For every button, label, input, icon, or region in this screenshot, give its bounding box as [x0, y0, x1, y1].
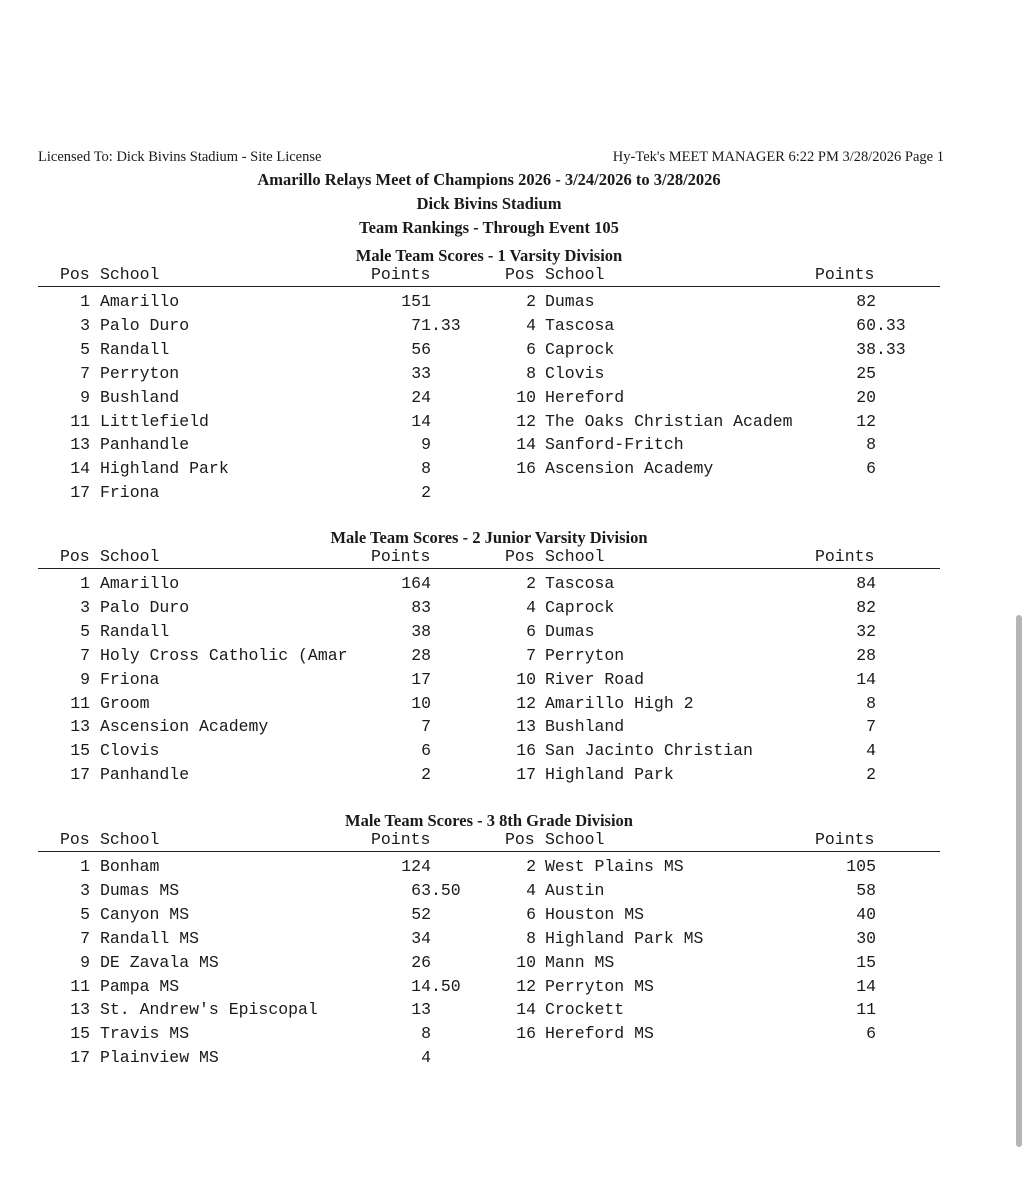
team-points: 8 [866, 693, 876, 713]
team-points: 26 [411, 952, 431, 972]
team-position: 3 [80, 315, 90, 335]
team-position: 2 [526, 857, 536, 876]
team-points: 9 [421, 435, 431, 455]
team-position: 7 [80, 928, 90, 948]
team-position: 3 [80, 597, 90, 617]
team-position: 6 [526, 621, 536, 641]
team-position: 11 [70, 693, 90, 713]
team-school: Perryton [545, 645, 625, 665]
software-line: Hy-Tek's MEET MANAGER 6:22 PM 3/28/2026 Page 1 [612, 149, 944, 165]
team-position: 10 [516, 952, 536, 972]
team-school: Highland Park [100, 459, 229, 479]
team-position: 14 [70, 459, 90, 479]
team-points: 83 [411, 597, 431, 617]
team-points: 12 [856, 411, 876, 431]
team-position: 6 [526, 904, 536, 924]
team-school: Highland Park [545, 765, 674, 785]
column-header-points: Points [371, 830, 431, 849]
team-points: 4 [421, 1048, 431, 1068]
team-position: 2 [526, 574, 536, 593]
team-school: Amarillo [100, 292, 180, 311]
column-header-pos: Pos [505, 547, 535, 566]
team-position: 5 [80, 621, 90, 641]
team-points: 56 [411, 339, 431, 359]
team-school: Canyon MS [100, 904, 190, 924]
section-title: Male Team Scores - 1 Varsity Division [355, 246, 623, 265]
team-position: 14 [516, 1000, 536, 1020]
rankings-subtitle: Team Rankings - Through Event 105 [359, 218, 619, 237]
team-points: 34 [411, 928, 431, 948]
team-school: Austin [545, 880, 605, 900]
team-position: 1 [80, 292, 90, 311]
team-position: 16 [516, 741, 536, 761]
column-header-pos: Pos [60, 547, 90, 566]
team-school: San Jacinto Christian [545, 741, 753, 761]
team-points: 4 [866, 741, 876, 761]
team-school: Panhandle [100, 765, 190, 785]
team-points: 2 [421, 765, 431, 785]
column-header-points: Points [371, 265, 431, 284]
team-points: 10 [411, 693, 431, 713]
team-school: West Plains MS [545, 857, 684, 876]
team-school: Houston MS [545, 904, 645, 924]
team-school: Tascosa [545, 574, 615, 593]
team-position: 15 [70, 1024, 90, 1044]
team-school: Hereford MS [545, 1024, 654, 1044]
team-school: Travis MS [100, 1024, 190, 1044]
team-points: 151 [401, 292, 431, 311]
team-position: 6 [526, 339, 536, 359]
team-points: 14 [856, 669, 876, 689]
team-school: Bushland [545, 717, 625, 737]
team-position: 8 [526, 363, 536, 383]
team-points: 14.50 [411, 976, 461, 996]
team-points: 8 [421, 459, 431, 479]
team-position: 10 [516, 387, 536, 407]
team-position: 17 [70, 1048, 90, 1068]
team-position: 12 [516, 693, 536, 713]
team-position: 4 [526, 880, 536, 900]
column-header-points: Points [815, 830, 875, 849]
team-school: Bonham [100, 857, 160, 876]
team-position: 1 [80, 857, 90, 876]
team-position: 17 [70, 483, 90, 503]
team-school: The Oaks Christian Academ [545, 411, 793, 431]
team-points: 8 [866, 435, 876, 455]
team-school: Randall [100, 339, 170, 359]
team-position: 12 [516, 976, 536, 996]
team-points: 2 [421, 483, 431, 503]
header-rule [38, 286, 940, 287]
team-points: 30 [856, 928, 876, 948]
column-header-pos: Pos [60, 830, 90, 849]
team-school: Mann MS [545, 952, 615, 972]
team-school: Caprock [545, 339, 615, 359]
team-points: 20 [856, 387, 876, 407]
team-position: 13 [70, 717, 90, 737]
venue-title: Dick Bivins Stadium [416, 194, 562, 213]
team-points: 38.33 [856, 339, 906, 359]
team-points: 17 [411, 669, 431, 689]
team-position: 4 [526, 597, 536, 617]
team-school: Panhandle [100, 435, 190, 455]
team-school: Ascension Academy [100, 717, 269, 737]
team-position: 13 [70, 1000, 90, 1020]
team-position: 7 [80, 363, 90, 383]
team-points: 58 [856, 880, 876, 900]
team-points: 11 [856, 1000, 876, 1020]
team-points: 124 [401, 857, 431, 876]
header-rule [38, 851, 940, 852]
team-school: Bushland [100, 387, 180, 407]
meet-title: Amarillo Relays Meet of Champions 2026 - 3/24/2026 to 3/28/2026 [257, 170, 721, 189]
team-school: Friona [100, 483, 160, 503]
team-points: 24 [411, 387, 431, 407]
team-points: 38 [411, 621, 431, 641]
team-points: 84 [856, 574, 876, 593]
team-position: 3 [80, 880, 90, 900]
team-school: Clovis [545, 363, 605, 383]
team-position: 5 [80, 904, 90, 924]
team-points: 32 [856, 621, 876, 641]
team-school: Plainview MS [100, 1048, 219, 1068]
column-header-school: School [545, 830, 605, 849]
team-points: 105 [846, 857, 876, 876]
column-header-school: School [100, 547, 160, 566]
team-points: 2 [866, 765, 876, 785]
team-school: Hereford [545, 387, 625, 407]
team-school: Palo Duro [100, 315, 190, 335]
team-points: 15 [856, 952, 876, 972]
team-points: 8 [421, 1024, 431, 1044]
column-header-points: Points [815, 265, 875, 284]
team-position: 4 [526, 315, 536, 335]
team-school: Dumas [545, 621, 595, 641]
team-school: Amarillo [100, 574, 180, 593]
team-points: 14 [411, 411, 431, 431]
team-points: 14 [856, 976, 876, 996]
team-school: Dumas MS [100, 880, 180, 900]
team-position: 15 [70, 741, 90, 761]
team-points: 7 [421, 717, 431, 737]
team-position: 16 [516, 459, 536, 479]
column-header-school: School [545, 265, 605, 284]
team-points: 6 [866, 459, 876, 479]
team-position: 9 [80, 669, 90, 689]
team-school: Sanford-Fritch [545, 435, 684, 455]
team-school: Perryton MS [545, 976, 654, 996]
team-school: River Road [545, 669, 645, 689]
team-school: DE Zavala MS [100, 952, 219, 972]
column-header-pos: Pos [505, 265, 535, 284]
column-header-school: School [545, 547, 605, 566]
team-school: Caprock [545, 597, 615, 617]
team-school: Amarillo High 2 [545, 693, 694, 713]
team-school: Ascension Academy [545, 459, 714, 479]
team-position: 16 [516, 1024, 536, 1044]
team-position: 17 [516, 765, 536, 785]
team-school: Perryton [100, 363, 180, 383]
team-position: 14 [516, 435, 536, 455]
team-school: Holy Cross Catholic (Amar [100, 645, 348, 665]
team-points: 6 [421, 741, 431, 761]
team-school: Groom [100, 693, 150, 713]
team-position: 7 [526, 645, 536, 665]
team-points: 28 [411, 645, 431, 665]
team-position: 17 [70, 765, 90, 785]
column-header-points: Points [371, 547, 431, 566]
team-points: 82 [856, 597, 876, 617]
header-rule [38, 568, 940, 569]
team-position: 8 [526, 928, 536, 948]
team-points: 28 [856, 645, 876, 665]
column-header-school: School [100, 265, 160, 284]
team-school: Highland Park MS [545, 928, 704, 948]
team-points: 82 [856, 292, 876, 311]
team-position: 10 [516, 669, 536, 689]
team-points: 60.33 [856, 315, 906, 335]
team-school: Palo Duro [100, 597, 190, 617]
team-points: 40 [856, 904, 876, 924]
team-points: 13 [411, 1000, 431, 1020]
team-school: St. Andrew's Episcopal [100, 1000, 318, 1020]
team-school: Littlefield [100, 411, 209, 431]
column-header-school: School [100, 830, 160, 849]
team-position: 7 [80, 645, 90, 665]
team-position: 11 [70, 411, 90, 431]
team-school: Crockett [545, 1000, 625, 1020]
team-school: Pampa MS [100, 976, 180, 996]
team-school: Randall MS [100, 928, 200, 948]
team-position: 1 [80, 574, 90, 593]
team-points: 164 [401, 574, 431, 593]
team-position: 2 [526, 292, 536, 311]
team-points: 33 [411, 363, 431, 383]
column-header-pos: Pos [505, 830, 535, 849]
team-points: 7 [866, 717, 876, 737]
team-school: Clovis [100, 741, 160, 761]
section-title: Male Team Scores - 3 8th Grade Division [345, 811, 633, 830]
team-position: 11 [70, 976, 90, 996]
team-school: Tascosa [545, 315, 615, 335]
team-points: 63.50 [411, 880, 461, 900]
team-points: 6 [866, 1024, 876, 1044]
team-school: Randall [100, 621, 170, 641]
team-points: 52 [411, 904, 431, 924]
vertical-scrollbar[interactable] [1016, 615, 1022, 1147]
team-position: 12 [516, 411, 536, 431]
team-position: 13 [516, 717, 536, 737]
column-header-pos: Pos [60, 265, 90, 284]
team-position: 9 [80, 952, 90, 972]
team-position: 13 [70, 435, 90, 455]
team-position: 5 [80, 339, 90, 359]
section-title: Male Team Scores - 2 Junior Varsity Division [330, 528, 648, 547]
team-school: Dumas [545, 292, 595, 311]
team-points: 25 [856, 363, 876, 383]
team-points: 71.33 [411, 315, 461, 335]
license-line: Licensed To: Dick Bivins Stadium - Site License [38, 149, 322, 165]
column-header-points: Points [815, 547, 875, 566]
team-school: Friona [100, 669, 160, 689]
team-position: 9 [80, 387, 90, 407]
